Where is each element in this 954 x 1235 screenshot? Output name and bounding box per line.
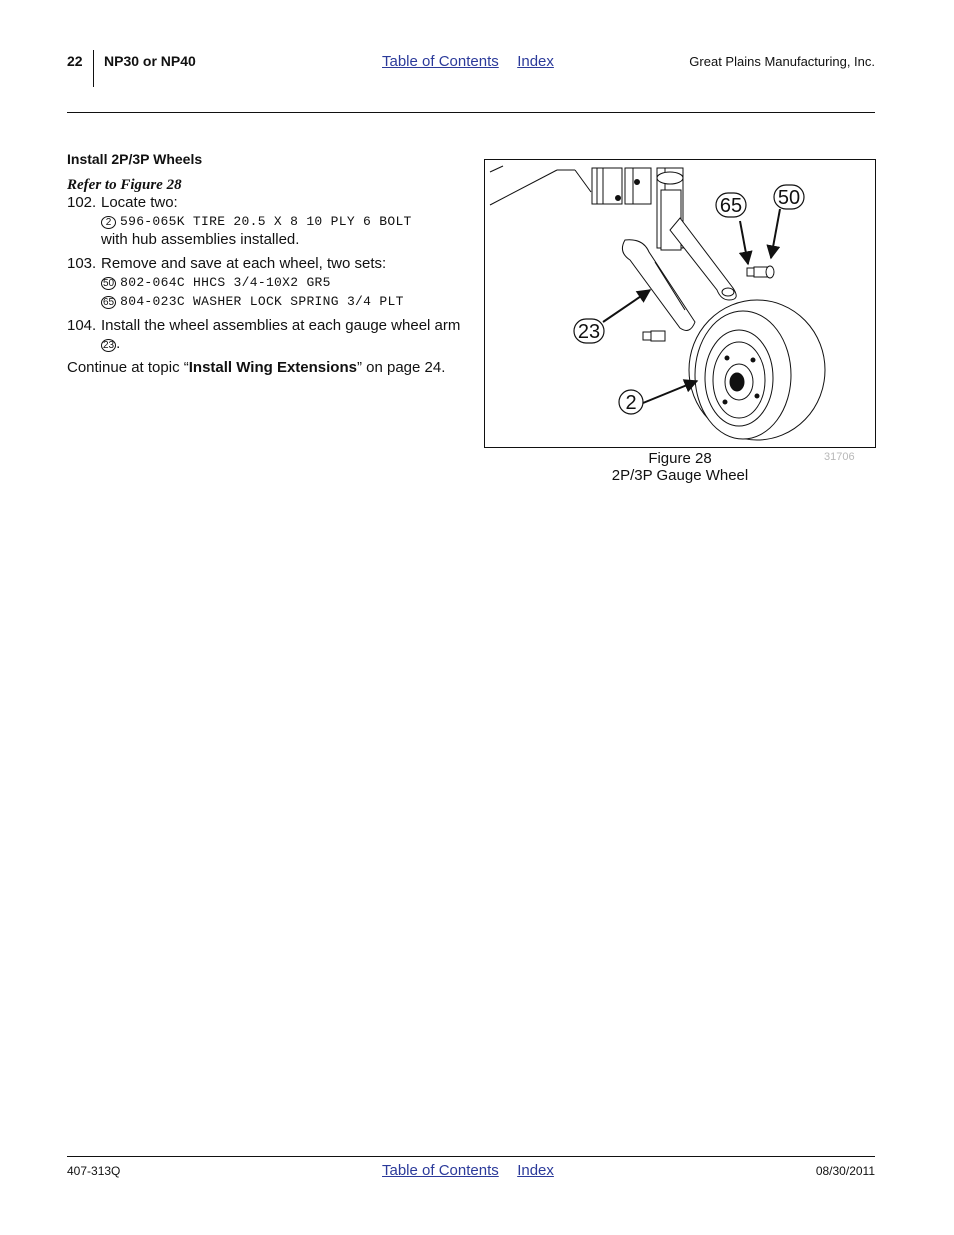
step-104	[67, 317, 467, 353]
step-text: Install the wheel assemblies at each gauge wheel arm	[101, 317, 461, 334]
header-rule	[67, 112, 875, 113]
company-name: Great Plains Manufacturing, Inc.	[689, 54, 875, 69]
toc-link[interactable]: Table of Contents	[382, 53, 499, 70]
callout-50: 50	[777, 187, 801, 209]
header-divider	[93, 50, 94, 87]
footer-toc-link[interactable]: Table of Contents	[382, 1162, 499, 1179]
callout-badge: 50	[103, 278, 115, 289]
part-code: 804-023C WASHER LOCK SPRING 3/4 PLT	[120, 294, 404, 309]
header-nav	[382, 53, 568, 71]
step-number: 104.	[67, 317, 97, 334]
callout-2: 2	[625, 392, 637, 414]
step-note: with hub assemblies installed.	[101, 231, 300, 248]
callout-badge: 2	[101, 216, 116, 229]
callout-badge: 65	[103, 297, 115, 308]
index-link[interactable]: Index	[517, 53, 554, 70]
part-code: 802-064C HHCS 3/4-10X2 GR5	[120, 275, 331, 290]
callout-badge: 23	[103, 340, 115, 351]
figure-28	[484, 159, 876, 448]
step-text: Locate two:	[101, 194, 178, 211]
footer-nav	[382, 1162, 568, 1180]
callout-65: 65	[719, 195, 743, 217]
step-103	[67, 255, 467, 273]
section-body	[67, 150, 467, 377]
footer-rule	[67, 1156, 875, 1157]
continue-line: Continue at topic “Install Wing Extensions” on page 24.	[67, 359, 446, 376]
section-title: Install 2P/3P Wheels	[67, 151, 203, 167]
document-date: 08/30/2011	[815, 1164, 875, 1178]
continue-topic: Install Wing Extensions	[188, 359, 357, 376]
footer-index-link[interactable]: Index	[517, 1162, 554, 1179]
figure-image-id: 31706	[824, 451, 855, 463]
part-line	[101, 292, 467, 311]
part-code: 596-065K TIRE 20.5 X 8 10 PLY 6 BOLT	[120, 214, 412, 229]
model-title: NP30 or NP40	[104, 53, 196, 69]
step-102	[67, 194, 467, 212]
part-line	[101, 273, 467, 292]
figure-reference: Refer to Figure 28	[67, 177, 182, 193]
figure-number: Figure 28	[648, 450, 712, 467]
gauge-wheel-illustration	[485, 160, 875, 447]
figure-title: 2P/3P Gauge Wheel	[611, 467, 749, 484]
document-number: 407-313Q	[67, 1164, 121, 1178]
step-end: .	[116, 335, 121, 352]
step-text: Remove and save at each wheel, two sets:	[101, 255, 387, 272]
callout-23: 23	[577, 321, 601, 343]
page-number: 22	[67, 53, 83, 69]
figure-caption	[484, 450, 876, 484]
step-number: 103.	[67, 255, 97, 272]
step-number: 102.	[67, 194, 97, 211]
part-line	[101, 212, 467, 231]
